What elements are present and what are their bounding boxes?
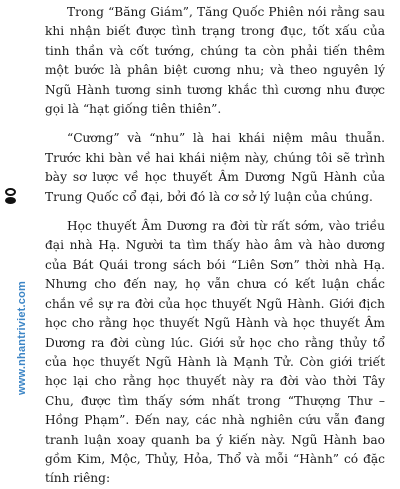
paragraph-3: Học thuyết Âm Dương ra đời từ rất sớm, vào triều đại nhà Hạ. Người ta tìm thấy hào âm và hào dương của Bát Quái trong sách bói “Liên Sơn” thời nhà Hạ. Nhưng cho đến nay, họ vẫn chưa có kết luận chắc chắn về sự ra đời của học thuyết Ngũ Hành. Giới địch học cho rằng học thuyết Ngũ Hành và học thuyết Âm Dương ra đời cùng lúc. Giới sử học cho rằng thủy tổ của học thuyết Ngũ Hành là Mạnh Tử. Còn giới triết học lại cho rằng học thuyết này ra đời vào thời Tây Chu, được tìm thấy sớm nhất trong “Thượng Thư – Hồng Phạm”. Đến nay, các nhà nghiên cứu vẫn đang tranh luận xoay quanh ba ý kiến này. Ngũ Hành bao gồm Kim, Mộc, Thủy, Hỏa, Thổ và mỗi “Hành” có đặc tính riêng:	[45, 219, 385, 486]
paragraph-2: “Cương” và “nhu” là hai khái niệm mâu thuẫn. Trước khi bàn về hai khái niệm này, chúng tôi sẽ trình bày sơ lược về học thuyết Âm Dương Ngũ Hành của Trung Quốc cổ đại, bởi đó là cơ sở lý luận của chúng.	[45, 131, 385, 204]
watermark	[2, 210, 28, 400]
body-text	[45, 3, 385, 489]
binding-hole-icon	[3, 187, 17, 209]
paragraph-1: Trong “Băng Giám”, Tăng Quốc Phiên nói rằng sau khi nhận biết được tình trạng trong đục, tốt xấu của tinh thần và cốt tướng, chúng ta còn phải tiến thêm một bước là phân biệt cương nhu; và theo nguyên lý Ngũ Hành tương sinh tương khắc thì cương nhu được gọi là “hạt giống tiên thiên”.	[45, 5, 385, 117]
watermark-text: www.nhantriviet.com	[16, 280, 28, 395]
